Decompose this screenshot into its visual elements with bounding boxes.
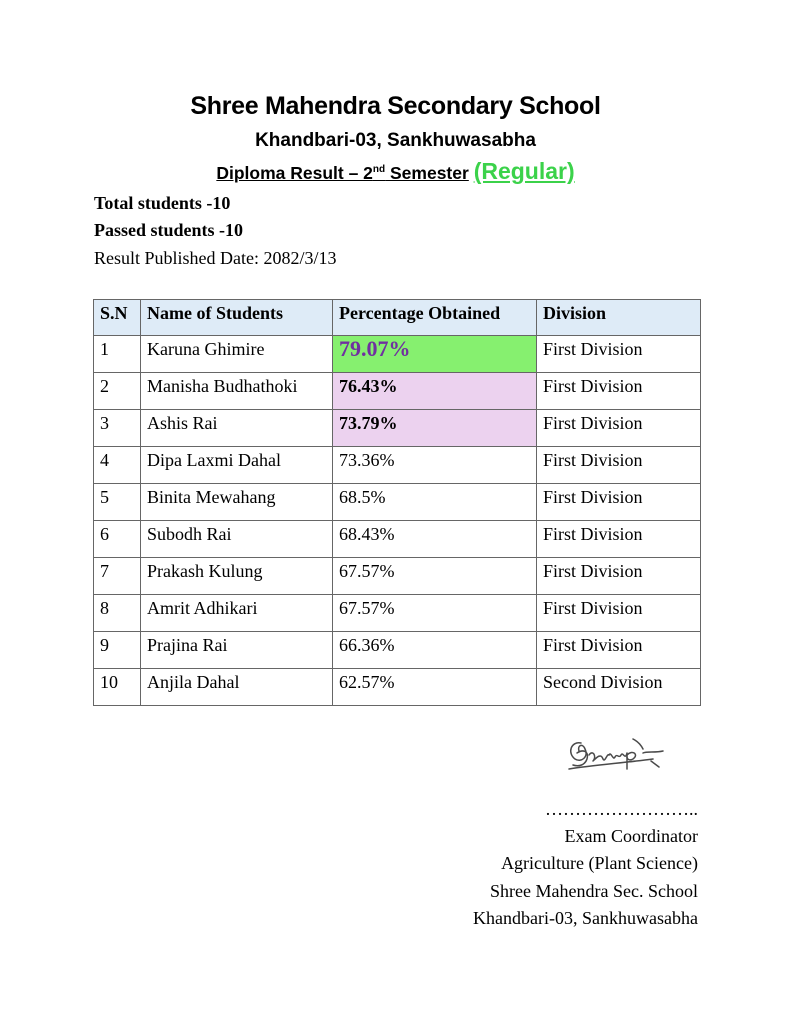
header-name: Name of Students: [141, 300, 333, 336]
signer-address: Khandbari-03, Sankhuwasabha: [473, 908, 698, 928]
signer-school: Shree Mahendra Sec. School: [490, 881, 698, 901]
table-row: [94, 336, 701, 373]
table-row: [94, 669, 701, 706]
cell-sn: 4: [94, 447, 141, 484]
cell-division: First Division: [537, 336, 701, 373]
cell-division: Second Division: [537, 669, 701, 706]
cell-name: Subodh Rai: [141, 521, 333, 558]
cell-name: Binita Mewahang: [141, 484, 333, 521]
header-percentage: Percentage Obtained: [333, 300, 537, 336]
school-name: Shree Mahendra Secondary School: [190, 92, 601, 120]
cell-name: Anjila Dahal: [141, 669, 333, 706]
published-date: Result Published Date: 2082/3/13: [94, 248, 337, 268]
cell-sn: 2: [94, 373, 141, 410]
cell-sn: 9: [94, 632, 141, 669]
table-row: [94, 595, 701, 632]
cell-percentage: 68.5%: [333, 484, 537, 521]
cell-name: Karuna Ghimire: [141, 336, 333, 373]
cell-percentage: 66.36%: [333, 632, 537, 669]
result-type: (Regular): [473, 158, 575, 184]
cell-division: First Division: [537, 595, 701, 632]
table-row: [94, 521, 701, 558]
handwritten-signature: [563, 731, 675, 779]
cell-percentage: 73.36%: [333, 447, 537, 484]
table-row: [94, 447, 701, 484]
cell-sn: 8: [94, 595, 141, 632]
cell-division: First Division: [537, 521, 701, 558]
cell-name: Amrit Adhikari: [141, 595, 333, 632]
cell-percentage: 76.43%: [333, 373, 537, 410]
result-title-suffix: Semester: [385, 163, 469, 183]
result-title-text: [216, 163, 468, 183]
signature-line: ……………………..: [545, 799, 698, 819]
cell-sn: 3: [94, 410, 141, 447]
table-row: [94, 632, 701, 669]
cell-name: Ashis Rai: [141, 410, 333, 447]
cell-percentage: 79.07%: [333, 336, 537, 373]
cell-percentage: 62.57%: [333, 669, 537, 706]
cell-division: First Division: [537, 484, 701, 521]
cell-percentage: 73.79%: [333, 410, 537, 447]
cell-sn: 7: [94, 558, 141, 595]
cell-sn: 1: [94, 336, 141, 373]
results-table: [93, 299, 701, 706]
table-row: [94, 410, 701, 447]
signer-role: Exam Coordinator: [564, 826, 698, 846]
result-title-prefix: Diploma Result – 2: [216, 163, 373, 183]
cell-name: Prakash Kulung: [141, 558, 333, 595]
table-row: [94, 484, 701, 521]
table-row: [94, 558, 701, 595]
table-header-row: [94, 300, 701, 336]
header-sn: S.N: [94, 300, 141, 336]
cell-division: First Division: [537, 632, 701, 669]
cell-name: Prajina Rai: [141, 632, 333, 669]
passed-students: Passed students -10: [94, 220, 244, 240]
cell-sn: 10: [94, 669, 141, 706]
cell-sn: 5: [94, 484, 141, 521]
total-students: Total students -10: [94, 193, 231, 213]
cell-percentage: 67.57%: [333, 595, 537, 632]
school-address: Khandbari-03, Sankhuwasabha: [255, 130, 536, 151]
cell-division: First Division: [537, 558, 701, 595]
result-title: [0, 158, 791, 185]
signer-department: Agriculture (Plant Science): [501, 853, 698, 873]
cell-division: First Division: [537, 447, 701, 484]
cell-division: First Division: [537, 373, 701, 410]
cell-sn: 6: [94, 521, 141, 558]
table-row: [94, 373, 701, 410]
result-title-superscript: nd: [372, 164, 386, 176]
cell-percentage: 67.57%: [333, 558, 537, 595]
header-division: Division: [537, 300, 701, 336]
cell-name: Dipa Laxmi Dahal: [141, 447, 333, 484]
cell-division: First Division: [537, 410, 701, 447]
cell-name: Manisha Budhathoki: [141, 373, 333, 410]
cell-percentage: 68.43%: [333, 521, 537, 558]
